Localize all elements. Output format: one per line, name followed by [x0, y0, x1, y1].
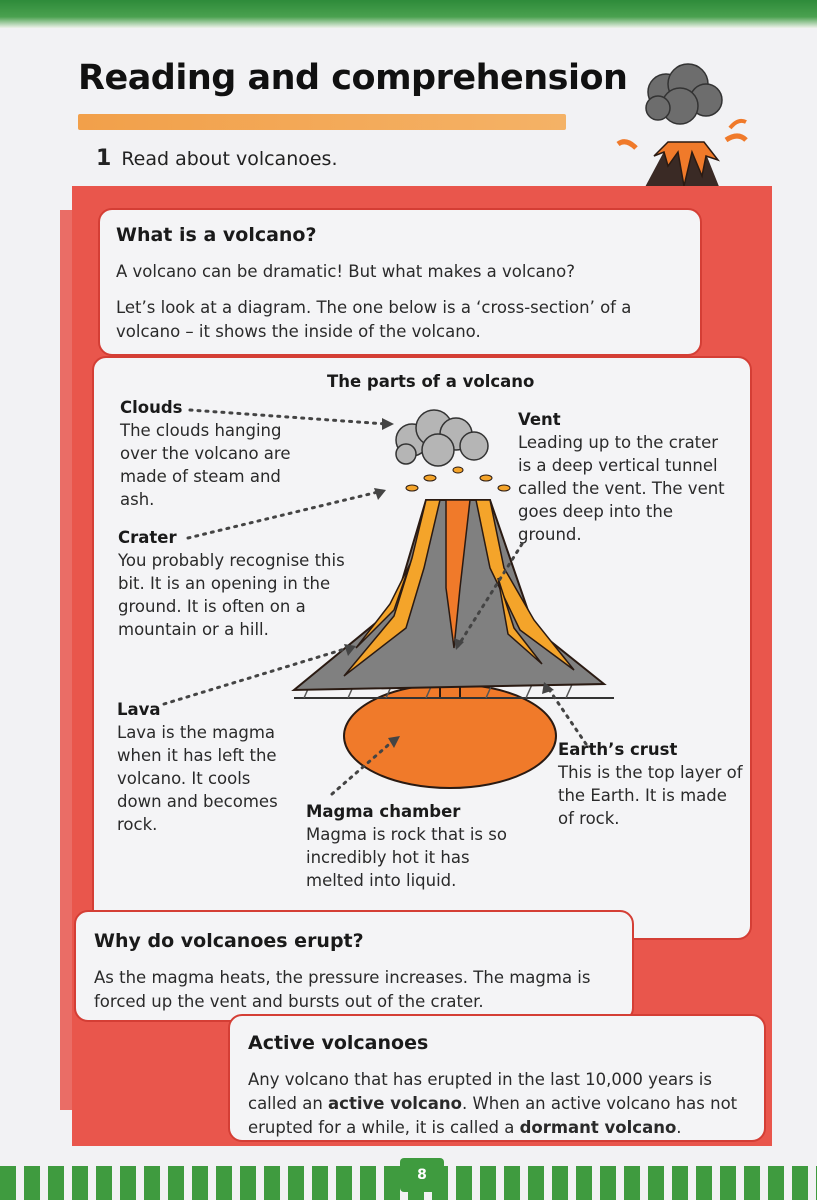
active-text-3: . — [676, 1118, 682, 1137]
label-clouds-heading: Clouds — [120, 398, 183, 417]
page-number: 8 — [400, 1158, 444, 1192]
page-title: Reading and comprehension — [78, 58, 628, 98]
label-lava-text: Lava is the magma when it has left the volcano. It cools down and becomes rock. — [117, 723, 278, 834]
why-erupt-heading: Why do volcanoes erupt? — [94, 930, 364, 952]
what-is-heading: What is a volcano? — [116, 224, 317, 246]
why-erupt-text: As the magma heats, the pressure increases. The magma is forced up the vent and bursts out of the crater. — [94, 968, 591, 1011]
active-text — [248, 1068, 746, 1140]
label-clouds — [120, 396, 310, 511]
dormant-volcano-term: dormant volcano — [519, 1118, 677, 1137]
label-clouds-text: The clouds hanging over the volcano are made of steam and ash. — [120, 421, 291, 509]
diagram-title: The parts of a volcano — [327, 372, 535, 391]
what-is-volcano-box — [98, 208, 702, 356]
diagram-box — [92, 356, 752, 940]
active-volcano-term: active volcano — [328, 1094, 462, 1113]
instruction — [96, 146, 337, 171]
label-vent-text: Leading up to the crater is a deep vertical tunnel called the vent. The vent goes deep into the ground. — [518, 433, 725, 544]
active-volcanoes-box — [228, 1014, 766, 1142]
what-is-p1: A volcano can be dramatic! But what makes a volcano? — [116, 262, 575, 281]
what-is-p2: Let’s look at a diagram. The one below is a ‘cross-section’ of a volcano – it shows the inside of the volcano. — [116, 298, 632, 341]
label-crater — [118, 526, 346, 641]
label-crust-text: This is the top layer of the Earth. It is made of rock. — [558, 763, 743, 828]
volcano-icon — [606, 56, 756, 206]
label-vent-heading: Vent — [518, 410, 561, 429]
active-heading: Active volcanoes — [248, 1032, 429, 1054]
label-crust-heading: Earth’s crust — [558, 740, 678, 759]
step-number: 1 — [96, 146, 112, 171]
step-text: Read about volcanoes. — [121, 148, 338, 170]
why-erupt-box — [74, 910, 634, 1022]
label-lava-heading: Lava — [117, 700, 161, 719]
label-vent — [518, 408, 732, 546]
label-magma-text: Magma is rock that is so incredibly hot it has melted into liquid. — [306, 825, 507, 890]
label-earths-crust — [558, 738, 744, 830]
label-magma-heading: Magma chamber — [306, 802, 461, 821]
active-text-2: . When an active volcano has not erupted for a while, it is called a — [248, 1094, 738, 1137]
active-text-1: Any volcano that has erupted in the last 10,000 years is called an — [248, 1070, 712, 1113]
label-crater-heading: Crater — [118, 528, 177, 547]
label-crater-text: You probably recognise this bit. It is an opening in the ground. It is often on a mountain or a hill. — [118, 551, 345, 639]
cloud-shape — [396, 410, 488, 466]
top-border — [0, 0, 817, 28]
label-lava — [117, 698, 293, 836]
label-magma-chamber — [306, 800, 514, 892]
magma-chamber-shape — [344, 684, 556, 788]
title-underline — [78, 114, 566, 130]
